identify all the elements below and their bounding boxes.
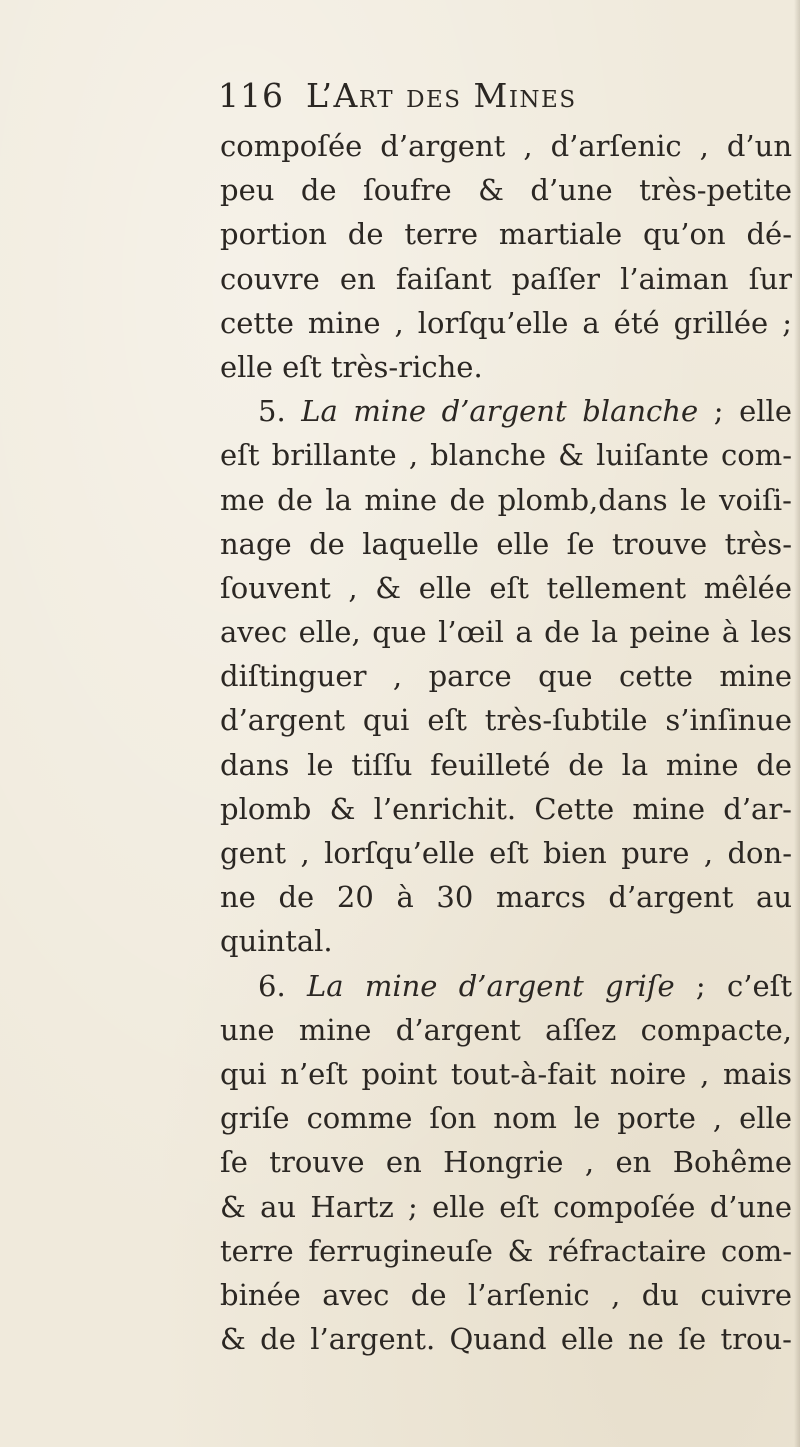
item-heading: La mine d’argent blanche xyxy=(301,394,699,429)
text-line: ſe trouve en Hongrie , en Bohême xyxy=(220,1145,792,1180)
text-line: elle eſt très-riche. xyxy=(220,349,483,384)
item-number: 5. xyxy=(258,394,302,429)
text-line: & au Hartz ; elle eſt compoſée d’une xyxy=(220,1189,792,1224)
running-header xyxy=(218,76,778,122)
text-line: couvre en faiſant paſſer l’aiman ſur xyxy=(220,261,792,296)
text-line: me de la mine de plomb,dans le voiſi- xyxy=(220,482,792,517)
item-text: ; c’eſt xyxy=(674,968,793,1003)
text-line: quintal. xyxy=(220,924,333,959)
item-number: 6. xyxy=(258,968,307,1003)
text-line: plomb & l’enrichit. Cette mine d’ar- xyxy=(220,791,792,826)
text-line: nage de laquelle elle ſe trouve très- xyxy=(220,526,792,561)
body-text xyxy=(220,124,792,1361)
text-line: ſouvent , & elle eſt tellement mêlée xyxy=(220,570,792,605)
running-title: L’Art des Mines xyxy=(306,76,577,115)
item-heading: La mine d’argent griſe xyxy=(306,968,675,1003)
text-line: une mine d’argent aſſez compacte, xyxy=(220,1012,792,1047)
text-line: portion de terre martiale qu’on dé- xyxy=(220,217,792,252)
text-line: cette mine , lorſqu’elle a été grillée ; xyxy=(220,305,792,340)
text-line: eſt brillante , blanche & luiſante com- xyxy=(220,438,792,473)
page-edge-shadow xyxy=(794,0,800,1447)
text-line: binée avec de l’arſenic , du cuivre xyxy=(220,1277,792,1312)
text-line: terre ferrugineuſe & réfractaire com- xyxy=(220,1233,792,1268)
page-number: 116 xyxy=(218,76,284,115)
text-line: gent , lorſqu’elle eſt bien pure , don- xyxy=(220,836,792,870)
text-line: compoſée d’argent , d’arſenic , d’un xyxy=(220,129,792,163)
text-line xyxy=(220,389,792,433)
text-line: & de l’argent. Quand elle ne ſe trou- xyxy=(220,1322,792,1357)
text-line: diſtinguer , parce que cette mine xyxy=(220,659,792,694)
text-line: qui n’eſt point tout-à-fait noire , mais xyxy=(220,1056,792,1091)
text-line: peu de ſoufre & d’une très-petite xyxy=(220,173,792,208)
text-line: d’argent qui eſt très-ſubtile s’inſinue xyxy=(220,703,792,738)
text-line: ne de 20 à 30 marcs d’argent au xyxy=(220,880,792,915)
text-line xyxy=(220,964,792,1008)
item-text: ; elle xyxy=(698,394,792,429)
text-line: griſe comme ſon nom le porte , elle xyxy=(220,1101,792,1136)
text-line: avec elle, que l’œil a de la peine à les xyxy=(220,615,792,650)
text-line: dans le tiſſu feuilleté de la mine de xyxy=(220,747,792,782)
